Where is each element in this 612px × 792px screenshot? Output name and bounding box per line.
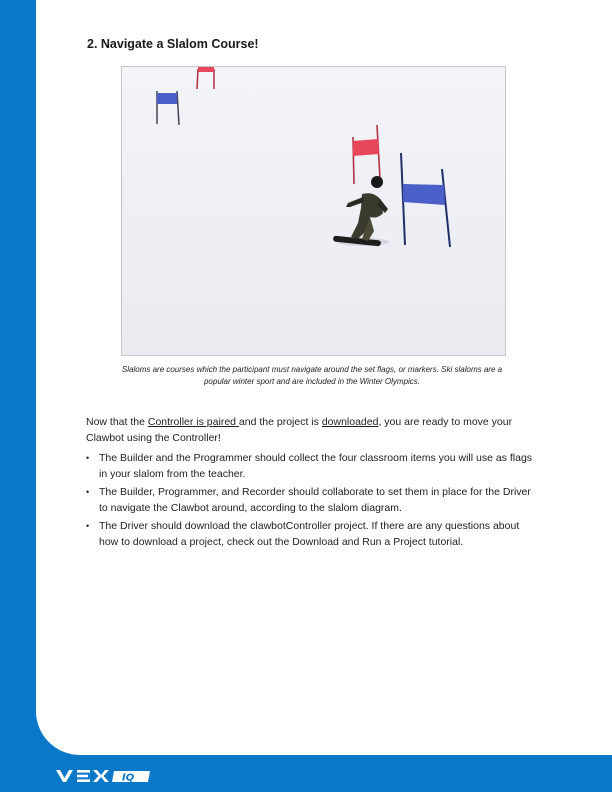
- list-item: [86, 451, 538, 482]
- slalom-photo: [121, 66, 506, 356]
- bullet-icon: •: [86, 521, 90, 531]
- section-heading: 2. Navigate a Slalom Course!: [87, 37, 259, 51]
- list-item-text: The Builder and the Programmer should collect the four classroom items you will use as flags in your slalom from the teacher.: [99, 452, 533, 480]
- svg-text:IQ: IQ: [122, 772, 135, 784]
- snowboarder-slalom-photo: [122, 67, 505, 355]
- list-item: [86, 485, 538, 516]
- photo-caption: [96, 364, 528, 388]
- bullet-icon: •: [86, 453, 90, 463]
- caption-line-1: Slaloms are courses which the participant must navigate around the set flags, or markers. Ski slaloms are a: [121, 365, 503, 374]
- list-item-text: The Builder, Programmer, and Recorder should collaborate to set them in place for the Driver to navigate the Clawbot around, according to the slalom diagram.: [99, 486, 531, 514]
- vex-iq-logo-icon: [54, 766, 154, 786]
- controller-paired-link[interactable]: Controller is paired: [147, 416, 239, 428]
- list-item: [86, 519, 538, 550]
- downloaded-link[interactable]: downloaded: [321, 416, 379, 428]
- steps-list: [86, 451, 538, 553]
- bullet-icon: •: [86, 487, 90, 497]
- intro-text-3: , you are ready to move your Clawbot using the Controller!: [86, 416, 513, 444]
- intro-text-2: and the project is: [238, 416, 322, 428]
- intro-text-1: Now that the: [86, 416, 148, 428]
- list-item-text: The Driver should download the clawbotController project. If there are any questions about how to download a project, check out the Download and Run a Project tutorial.: [99, 520, 520, 548]
- caption-line-2: popular winter sport and are included in the Winter Olympics.: [203, 377, 421, 386]
- intro-paragraph: [86, 414, 538, 446]
- vex-iq-logo: [54, 766, 154, 791]
